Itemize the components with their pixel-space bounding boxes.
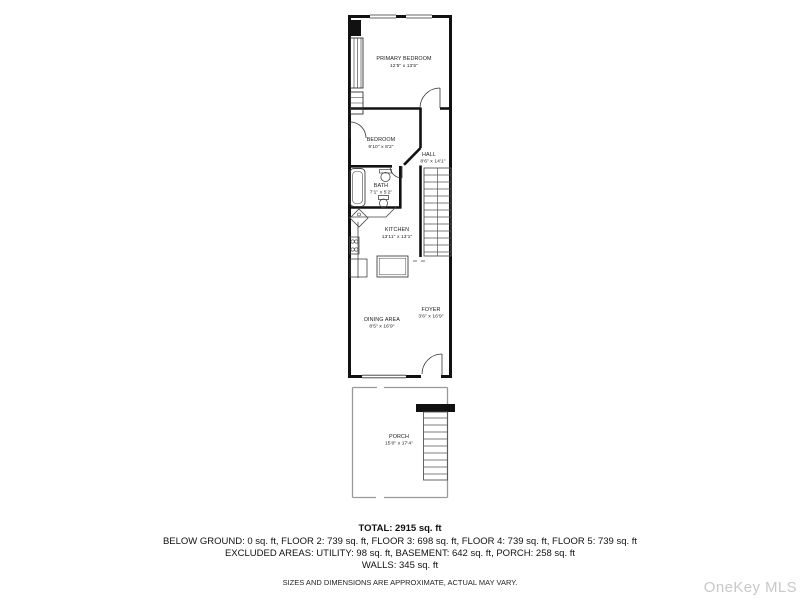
exterior-stairs [424, 412, 448, 480]
label-kitchen: KITCHEN [384, 227, 410, 233]
bath-sink [381, 172, 390, 181]
label-porch: PORCH [389, 434, 409, 440]
floor-areas: BELOW GROUND: 0 sq. ft, FLOOR 2: 739 sq. ft, FLOOR 3: 698 sq. ft, FLOOR 4: 739 sq. ft, FLOOR 5: 739 sq. ft [162, 536, 638, 547]
dims-hall: 8'6" x 14'1" [420, 159, 446, 165]
dims-kitchen: 13'11" x 13'1" [381, 235, 413, 240]
dims-foyer: 3'6" x 16'9" [418, 314, 444, 320]
porch-stair-wall [416, 404, 455, 412]
kitchen-fixtures [349, 206, 425, 278]
dims-dining-area: 8'5" x 16'9" [369, 324, 395, 330]
bathtub [350, 169, 365, 207]
onekey-mls-watermark: OneKey MLS [703, 579, 797, 596]
interior-stairs [424, 168, 451, 256]
label-foyer: FOYER [421, 307, 441, 313]
excluded-areas: EXCLUDED AREAS: UTILITY: 98 sq. ft, BASEMENT: 642 sq. ft, PORCH: 258 sq. ft [224, 548, 576, 559]
closets [351, 38, 364, 114]
kitchen-sink [350, 209, 368, 227]
label-primary-bedroom: PRIMARY BEDROOM [376, 56, 432, 62]
dims-primary-bedroom: 12'5" x 13'5" [389, 64, 419, 69]
label-dining-area: DINING AREA [364, 317, 400, 323]
dims-bedroom: 9'10" x 8'2" [368, 145, 394, 150]
total-area: TOTAL: 2915 sq. ft [358, 523, 442, 534]
area-summary [0, 523, 800, 587]
kitchen-island [377, 256, 408, 277]
chimney [349, 20, 361, 36]
label-bath: BATH [373, 183, 389, 189]
doors [350, 88, 442, 379]
kitchen-cabinet [350, 259, 367, 277]
walls-area: WALLS: 345 sq. ft [361, 560, 439, 571]
dims-bath: 7'1" x 5'2" [369, 190, 393, 196]
dims-porch: 15'0" x 17'4" [384, 441, 414, 447]
disclaimer: SIZES AND DIMENSIONS ARE APPROXIMATE, ACTUAL MAY VARY. [282, 578, 518, 587]
label-hall: HALL [422, 152, 436, 158]
label-bedroom: BEDROOM [366, 137, 396, 143]
